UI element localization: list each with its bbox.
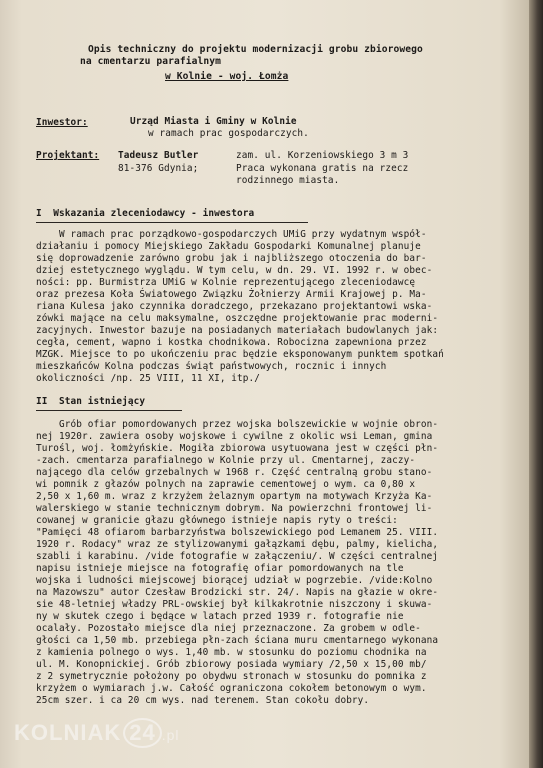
- text-line: z 2 symetrycznie położony po obydwu stronach w stosunku do pomnika z: [36, 671, 427, 682]
- designer-address-1: zam. ul. Korzeniowskiego 3 m 3: [236, 150, 409, 161]
- designer-address-3: rodzinnego miasta.: [236, 175, 340, 186]
- text-line: MZGK. Miejsce to po ukończeniu prac będzie eksponowanym punktem spotkań: [36, 349, 444, 360]
- section-1-heading: I Wskazania zleceniodawcy - inwestora: [36, 208, 255, 219]
- investor-line-1: Urząd Miasta i Gminy w Kolnie: [130, 116, 297, 127]
- title-line-3: w Kolnie - woj. Łomża: [165, 71, 289, 82]
- designer-city: 81-376 Gdynia;: [118, 163, 199, 174]
- title-line-1: Opis techniczny do projektu modernizacji grobu zbiorowego: [88, 44, 423, 55]
- text-line: działaniu i pomocy Miejskiego Zakładu Gospodarki Komunalnej planuje: [36, 241, 421, 252]
- text-line: z kamienia polnego o wys. 1,40 mb. w stosunku do poziomu chodnika na: [36, 647, 427, 658]
- designer-address-2: Praca wykonana gratis na rzecz: [236, 163, 409, 174]
- text-line: dziej estetycznego wyglądu. W tym celu, w dn. 29. VI. 1992 r. w obec-: [36, 265, 433, 276]
- text-line: "Pamięci 48 ofiarom barbarzyństwa bolszewickiego pod Lemanem 25. VIII.: [36, 527, 439, 538]
- text-line: na Mazowszu" autor Czesław Brodzicki str. 24/. Napis na głazie w okre-: [36, 587, 439, 598]
- text-line: krzyżem o wymiarach j.w. Całość ograniczona cokołem betonowym o wym.: [36, 683, 427, 694]
- text-line: głości ca 1,50 mb. przebiega płn-zach ściana muru cmentarnego wykonana: [36, 635, 439, 646]
- section-1-underline: [36, 222, 308, 223]
- text-line: Turośl, woj. łomżyńskie. Mogiła zbiorowa usytuowana jest w części płn-: [36, 443, 439, 454]
- section-2-underline: [36, 410, 182, 411]
- text-line: nej 1920r. zawiera osoby wojskowe i cywilne z okolic wsi Leman, gmina: [36, 431, 433, 442]
- title-line-2: na cmentarzu parafialnym: [80, 56, 222, 67]
- text-line: szabli i karabinu. /vide fotografie w załączeniu/. W części centralnej: [36, 551, 439, 562]
- designer-name: Tadeusz Butler: [118, 150, 199, 161]
- text-line: wojska i ludności miejscowej biorącej udział w pogrzebie. /vide:Kolno: [36, 575, 433, 586]
- text-line: okoliczności /np. 25 VIII, 11 XI, itp./: [36, 373, 261, 384]
- text-line: sie 48-letniej władzy PRL-owskiej był kilkakrotnie niszczony i skuwa-: [36, 599, 433, 610]
- text-line: cegła, cement, wapno i kostka chodnikowa. Robocizna zapewniona przez: [36, 337, 427, 348]
- text-line: 2,50 x 1,60 m. wraz z krzyżem żelaznym opartym na motywach Krzyża Ka-: [36, 491, 433, 502]
- text-line: nającego dla celów grzebalnych w 1968 r. Część centralną grobu stano-: [36, 467, 433, 478]
- text-line: zacyjnych. Inwestor bazuje na posiadanych materiałach budowlanych jak:: [36, 325, 439, 336]
- designer-label: Projektant:: [36, 150, 100, 161]
- text-line: -zach. cmentarza parafialnego w Kolnie przy ul. Cmentarnej, zaczy-: [36, 455, 416, 466]
- text-line: mieszkańców Kolna podczas świąt państwowych, rocznic i innych: [36, 361, 387, 372]
- text-line: wi pomnik z głazów polnych na zaprawie cementowej o wym. ca 0,80 x: [36, 479, 416, 490]
- kolniak24-watermark: [14, 718, 180, 748]
- text-line: riana Kulesa jako czynnika doradczego, przekazano projektantowi wska-: [36, 301, 433, 312]
- investor-line-2: w ramach prac gospodarczych.: [148, 128, 309, 139]
- text-line: ocalały. Pozostało miejsce dla niej przeznaczone. Za grobem w odle-: [36, 623, 421, 634]
- text-line: zówki mające na celu maksymalne, oszczędne projektowanie prac moderni-: [36, 313, 439, 324]
- text-line: napisu istnieje miejsce na fotografię ofiar pomordowanych na tle: [36, 563, 404, 574]
- watermark-number: 24: [123, 718, 161, 748]
- text-line: walerskiego w stanie technicznym dobrym. Na powierzchni frontowej li-: [36, 503, 433, 514]
- watermark-brand: KOLNIAK: [14, 720, 122, 745]
- text-line: oraz prezesa Koła Światowego Związku Żołnierzy Armii Krajowej p. Ma-: [36, 289, 427, 300]
- section-2-heading: II Stan istniejący: [36, 396, 146, 407]
- page-edge-shadow: [529, 0, 543, 768]
- text-line: 1920 r. Rodacy" wraz ze stylizowanymi gałązkami dębu, palmy, kielicha,: [36, 539, 439, 550]
- text-line: ny w skutek czego i będące w latach przed 1939 r. fotografie nie: [36, 611, 404, 622]
- text-line: ności: pp. Burmistrza UMiG w Kolnie reprezentującego zleceniodawcę: [36, 277, 416, 288]
- watermark-suffix: .pl: [161, 727, 180, 743]
- text-line: się doprowadzenie zarówno grobu jak i najbliższego otoczenia do bar-: [36, 253, 427, 264]
- text-line: W ramach prac porządkowo-gospodarczych UMiG przy wydatnym współ-: [36, 229, 427, 240]
- text-line: Grób ofiar pomordowanych przez wojska bolszewickie w wojnie obron-: [36, 419, 439, 430]
- text-line: 25cm szer. i ca 20 cm wys. nad terenem. Stan cokołu dobry.: [36, 695, 370, 706]
- text-line: cowanej w granicie głazu głównego istnieje napis ryty o treści:: [36, 515, 398, 526]
- text-line: ul. M. Konopnickiej. Grób zbiorowy posiada wymiary /2,50 x 15,00 mb/: [36, 659, 427, 670]
- investor-label: Inwestor:: [36, 117, 88, 128]
